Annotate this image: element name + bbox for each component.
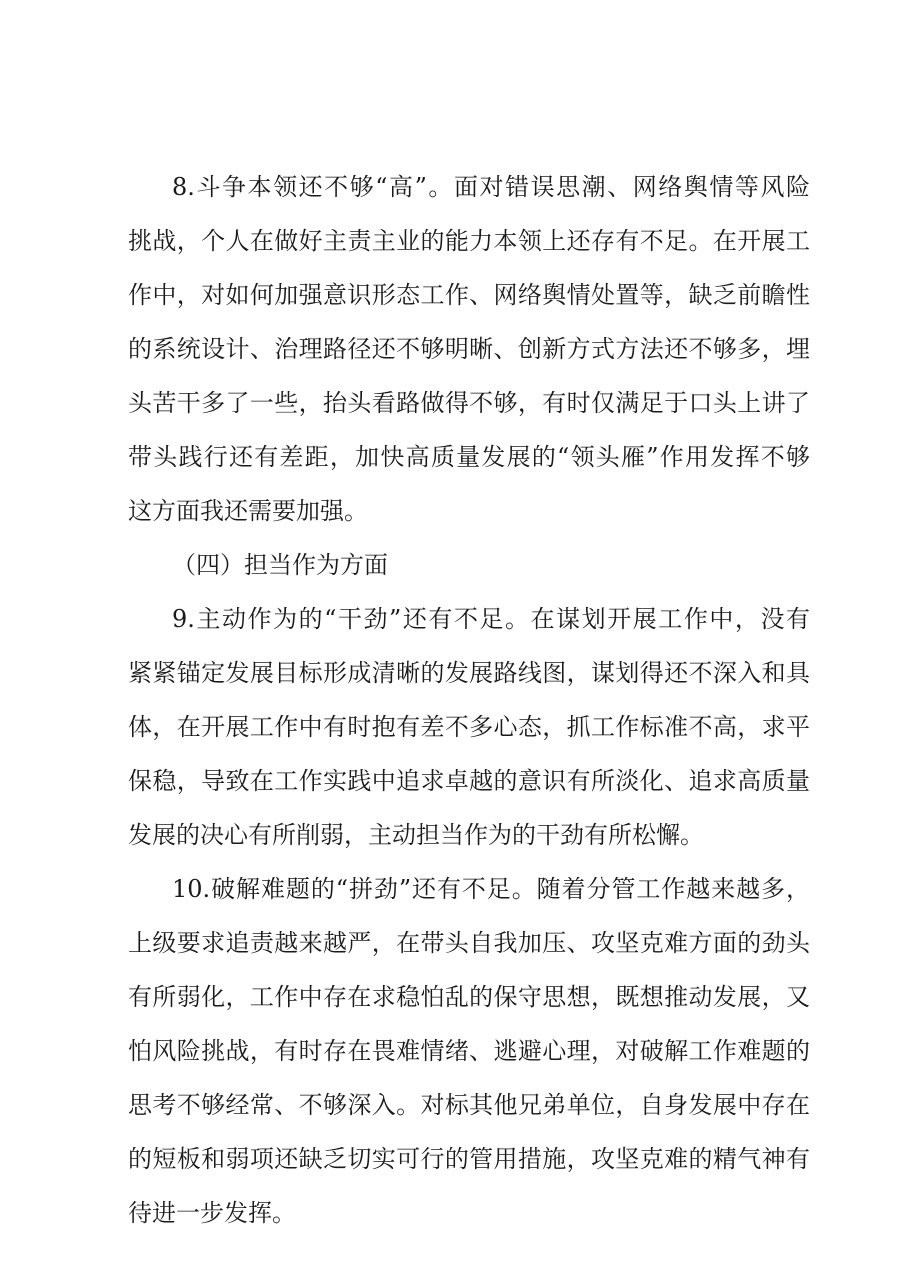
text-line: 上级要求追责越来越严，在带头自我加压、攻坚克难方面的劲头 [128,929,810,957]
text-line: 10.破解难题的“拼劲”还有不足。随着分管工作越来越多， [172,875,810,903]
paragraph-8 [128,160,810,538]
text-line: 9.主动作为的“干劲”还有不足。在谋划开展工作中，没有 [172,605,810,633]
text-line: 作中，对如何加强意识形态工作、网络舆情处置等，缺乏前瞻性 [128,281,810,309]
document-body [128,160,810,1240]
text-line: 待进一步发挥。 [128,1199,296,1227]
text-line: 这方面我还需要加强。 [128,497,368,525]
text-line: 紧紧锚定发展目标形成清晰的发展路线图，谋划得还不深入和具 [128,659,810,687]
section-heading [128,538,810,592]
text-line: 挑战，个人在做好主责主业的能力本领上还存有不足。在开展工 [128,227,810,255]
text-line: 头苦干多了一些，抬头看路做得不够，有时仅满足于口头上讲了 [128,389,810,417]
paragraph-9 [128,592,810,862]
text-line: 带头践行还有差距，加快高质量发展的“领头雁”作用发挥不够 [128,443,810,471]
text-line: 8.斗争本领还不够“高”。面对错误思潮、网络舆情等风险 [172,173,810,201]
heading-text: （四）担当作为方面 [172,551,388,579]
text-line: 发展的决心有所削弱，主动担当作为的干劲有所松懈。 [128,821,704,849]
text-line: 保稳，导致在工作实践中追求卓越的意识有所淡化、追求高质量 [128,767,810,795]
text-line: 有所弱化，工作中存在求稳怕乱的保守思想，既想推动发展，又 [128,983,810,1011]
text-line: 的短板和弱项还缺乏切实可行的管用措施，攻坚克难的精气神有 [128,1145,810,1173]
text-line: 怕风险挑战，有时存在畏难情绪、逃避心理，对破解工作难题的 [128,1037,810,1065]
text-line: 思考不够经常、不够深入。对标其他兄弟单位，自身发展中存在 [128,1091,810,1119]
text-line: 的系统设计、治理路径还不够明晰、创新方式方法还不够多，埋 [128,335,810,363]
text-line: 体，在开展工作中有时抱有差不多心态，抓工作标准不高，求平 [128,713,810,741]
paragraph-10 [128,862,810,1240]
